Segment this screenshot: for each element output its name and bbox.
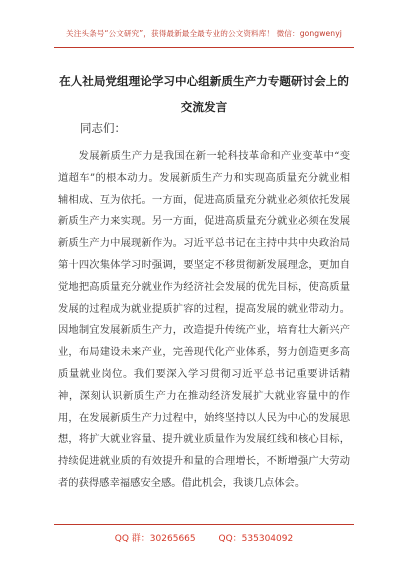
body-paragraph: 发展新质生产力是我国在新一轮科技革命和产业变革中“变道超车”的根本动力。发展新质生产力和实现高质量充分就业相辅相成、互为依托。一方面，促进高质量充分就业必须依托发展新质生产力来实现。另一方面，促进高质量充分就业必须在发展新质生产力中展现新作为。习近平总书记在主持中共中央政治局第十四次集体学习时强调，要坚定不移贯彻新发展理念，更加自觉地把高质量充分就业作为经济社会发展的优先目标，使高质量发展的过程成为就业提质扩容的过程，提高发展的就业带动力。因地制宜发展新质生产力，改造提升传统产业，培育壮大新兴产业，布局建设未来产业，完善现代化产业体系，努力创造更多高质量就业岗位。我们要深入学习贯彻习近平总书记重要讲话精神，深刻认识新质生产力在推动经济发展扩大就业容量中的作用，在发展新质生产力过程中，始终坚持以人民为中心的发展思想，将扩大就业容量、提升就业质量作为发展红线和核心目标，持续促进就业质的有效提升和量的合理增长，不断增强广大劳动者的获得感幸福感安全感。借此机会，我谈几点体会。 — [58, 150, 350, 489]
title-line-2: 交流发言 — [180, 100, 228, 114]
header-divider — [54, 47, 354, 48]
page-header — [0, 0, 408, 56]
qq-number: QQ：535304092 — [218, 534, 294, 544]
greeting: 同志们： — [80, 121, 126, 135]
promo-banner-text: 关注头条号“公文研究”，获得最新最全最专业的公文资料库！ 微信：gongwenyj — [66, 29, 342, 38]
document-title — [30, 68, 378, 120]
qq-group-number: QQ 群：30265665 — [114, 534, 196, 544]
footer-divider — [54, 524, 354, 525]
page-footer — [0, 531, 408, 544]
title-line-1: 在人社局党组理论学习中心组新质生产力专题研讨会上的 — [59, 74, 349, 88]
